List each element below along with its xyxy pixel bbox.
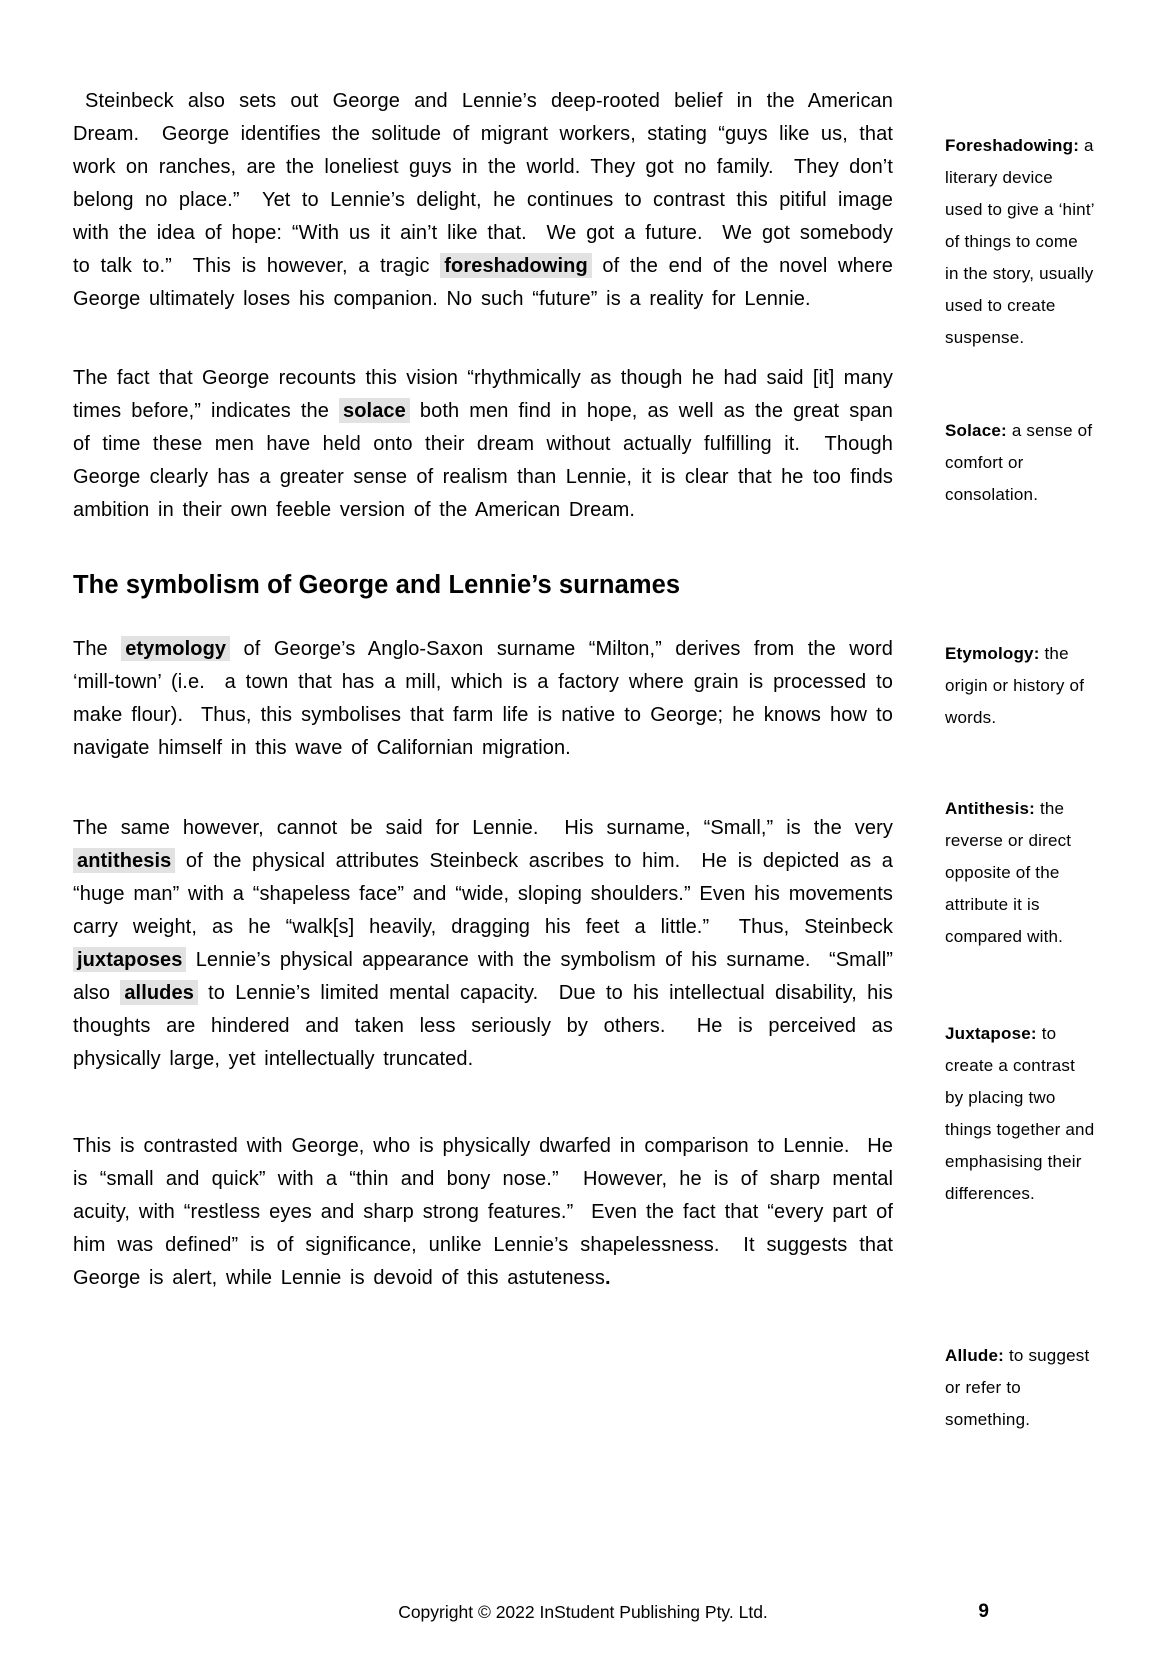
margin-note-term: Antithesis: (945, 799, 1036, 818)
margin-note-definition: the origin or history of words. (945, 644, 1085, 727)
margin-note-definition: a sense of comfort or consolation. (945, 421, 1093, 504)
margin-note-solace (945, 415, 1095, 511)
margin-note-definition: a literary device used to give a ‘hint’ of things to come in the story, usually used to create suspense. (945, 136, 1095, 347)
text-segment: The same however, cannot be said for Lennie. His surname, “Small,” is the very (73, 817, 893, 839)
highlighted-term: juxtaposes (73, 947, 186, 972)
copyright-text: Copyright © 2022 InStudent Publishing Pty. Ltd. (398, 1602, 768, 1622)
margin-note-term: Solace: (945, 421, 1007, 440)
text-segment: Lennie’s physical appearance with the symbolism of his surname. “Small” also (73, 949, 893, 1004)
paragraph-lennie-surname (73, 812, 893, 1076)
page-footer (75, 1600, 1091, 1624)
paragraph-etymology (73, 633, 893, 765)
margin-note-juxtapose (945, 1018, 1095, 1210)
margin-note-allude (945, 1340, 1095, 1436)
highlighted-term: alludes (120, 980, 198, 1005)
text-segment: This is contrasted with George, who is physically dwarfed in comparison to Lennie. He is “small and quick” with a “thin and bony nose.” However, he is of sharp mental acuity, with “restless eyes and sharp strong features.” Even the fact that “every part of him was defined” is of significance, unlike Lennie’s shapelessness. It suggests that George is alert, while Lennie is devoid of this astuteness (73, 1135, 893, 1289)
margin-note-definition: to create a contrast by placing two things together and emphasising their differences. (945, 1024, 1095, 1203)
text-segment: . (604, 1267, 611, 1289)
page-number: 9 (978, 1601, 989, 1622)
margin-note-term: Allude: (945, 1346, 1005, 1365)
margin-note-term: Etymology: (945, 644, 1040, 663)
margin-note-definition: the reverse or direct opposite of the attribute it is compared with. (945, 799, 1072, 946)
margin-note-antithesis (945, 793, 1095, 953)
section-heading-surnames: The symbolism of George and Lennie’s surnames (73, 571, 681, 599)
text-segment: of the end of the novel where George ultimately loses his companion. No such “future” is a reality for Lennie. (73, 255, 894, 310)
text-segment: to Lennie’s limited mental capacity. Due to his intellectual disability, his thoughts are hindered and taken less seriously by others. He is perceived as physically large, yet intellectually truncated. (73, 982, 893, 1070)
text-segment: both men find in hope, as well as the great span of time these men have held onto their dream without actually fulfilling it. Though George clearly has a greater sense of realism than Lennie, it is clear that he too finds ambition in their own feeble version of the American Dream. (73, 400, 893, 521)
margin-note-etymology (945, 638, 1095, 734)
paragraph-american-dream (73, 85, 893, 316)
margin-note-term: Juxtapose: (945, 1024, 1037, 1043)
highlighted-term: foreshadowing (440, 253, 592, 278)
highlighted-term: antithesis (73, 848, 175, 873)
highlighted-term: etymology (121, 636, 230, 661)
text-segment: Steinbeck also sets out George and Lennie’s deep-rooted belief in the American Dream. George identifies the solitude of migrant workers, stating “guys like us, that work on ranches, are the loneliest guys in the world. They got no family. They don’t belong no place.” Yet to Lennie’s delight, he continues to contrast this pitiful image with the idea of hope: “With us it ain’t like that. We got a future. We got somebody to talk to.” This is however, a tragic (73, 90, 893, 277)
margin-note-foreshadowing (945, 130, 1095, 354)
paragraph-george-contrast (73, 1130, 893, 1295)
text-segment: of George’s Anglo-Saxon surname “Milton,” derives from the word ‘mill-town’ (i.e. a town that has a mill, which is a factory where grain is processed to make flour). Thus, this symbolises that farm life is native to George; he knows how to navigate himself in this wave of Californian migration. (73, 638, 894, 759)
highlighted-term: solace (339, 398, 410, 423)
paragraph-solace (73, 362, 893, 527)
text-segment: The (73, 638, 122, 660)
margin-note-definition: to suggest or refer to something. (945, 1346, 1090, 1429)
text-segment: of the physical attributes Steinbeck ascribes to him. He is depicted as a “huge man” with a “shapeless face” and “wide, sloping shoulders.” Even his movements carry weight, as he “walk[s] heavily, dragging his feet a little.” Thus, Steinbeck (73, 850, 893, 938)
text-segment: The fact that George recounts this vision “rhythmically as though he had said [it] many times before,” indicates the (73, 367, 893, 422)
margin-note-term: Foreshadowing: (945, 136, 1080, 155)
